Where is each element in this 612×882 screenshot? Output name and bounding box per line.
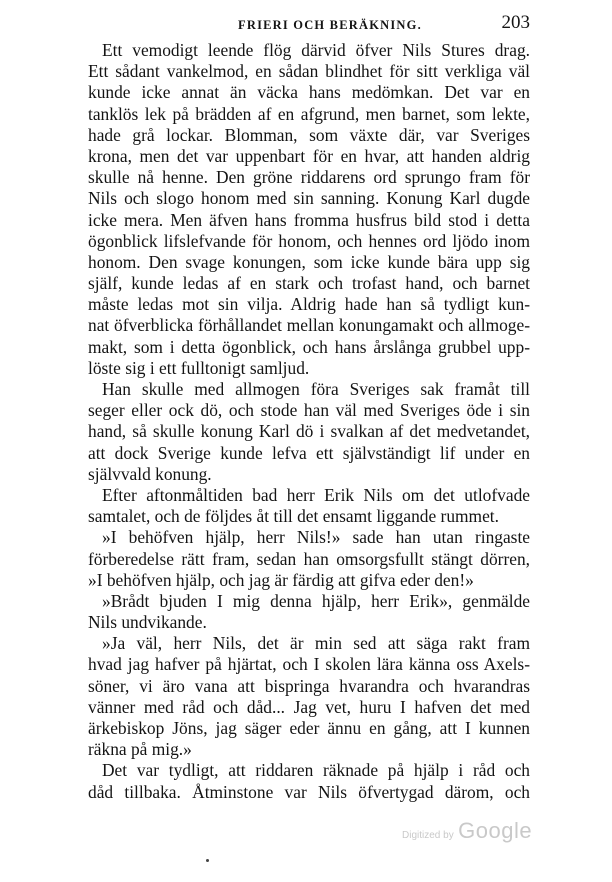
text-line: dåd tillbaka. Åtminstone var Nils öfvertygad därom, och [88, 781, 530, 802]
text-line: hand, så skulle konung Karl dö i svalkan af det medvetandet, [88, 421, 530, 442]
text-line: icke mera. Men äfven hans fromma husfrus bild stod i detta [88, 209, 530, 230]
text-line: samtalet, och de följdes åt till det ensamt liggande rummet. [88, 506, 499, 527]
digitized-by-google-watermark [402, 818, 532, 844]
text-line: Ett vemodigt leende flög därvid öfver Nils Stures drag. [102, 40, 530, 60]
page-number: 203 [501, 12, 530, 33]
text-line: vänner med råd och dåd... Jag vet, huru I hafven det med [88, 696, 530, 717]
running-title: FRIERI OCH BERÄKNING. [238, 18, 422, 32]
text-line: Ett sådant vankelmod, en sådan blindhet för sitt verkliga väl [88, 61, 530, 82]
text-line: självvald konung. [88, 463, 212, 484]
text-line: »I behöfven hjälp, och jag är färdig att gifva eder den!» [88, 569, 474, 590]
text-line: söner, vi äro vana att bispringa hvarandra och hvarandras [88, 675, 530, 696]
text-line: nat öfverblicka förhållandet mellan konungamakt och allmoge- [88, 315, 530, 336]
text-line: honom. Den svage konungen, som icke kunde bära upp sig [88, 251, 530, 272]
body-text [88, 40, 530, 803]
text-line: kunde icke annat än väcka hans medömkan. Det var en [88, 82, 530, 103]
text-line: måste ledas mot sin vilja. Aldrig hade han så tydligt kun- [88, 294, 530, 315]
text-line: löste sig i ett fulltonigt samljud. [88, 357, 310, 378]
text-line: »Ja väl, herr Nils, det är min sed att säga rakt fram [102, 633, 530, 654]
text-line: räkna på mig.» [88, 739, 192, 760]
text-line: »I behöfven hjälp, herr Nils!» sade han utan ringaste [102, 527, 530, 548]
page-header [88, 12, 530, 38]
text-line: att dock Sverige kunde lefva ett självständigt lif under en [88, 442, 530, 463]
watermark-google-text: Google [458, 818, 533, 843]
text-line: Nils undvikande. [88, 612, 207, 633]
text-line: Han skulle med allmogen föra Sveriges sak framåt till [102, 379, 530, 399]
text-line: Nils och slogo honom med sin sanning. Konung Karl dugde [88, 188, 530, 209]
text-line: seger eller ock dö, och stode han väl med Sveriges öde i sin [88, 400, 530, 421]
text-line: tanklös lek på brädden af en afgrund, men barnet, som lekte, [88, 103, 530, 124]
text-line: hade grå lockar. Blomman, som växte där, var Sveriges [88, 124, 530, 145]
text-line: ögonblick lifslefvande för honom, och hennes ord ljödo inom [88, 230, 530, 251]
text-line: ärkebiskop Jöns, jag säger eder ännu en gång, att I kunnen [88, 718, 530, 738]
text-line: krona, men det var uppenbart för en hvar, att handen aldrig [88, 145, 530, 166]
text-line: »Brådt bjuden I mig denna hjälp, herr Erik», genmälde [102, 590, 530, 611]
text-line: förberedelse rätt fram, sedan han omsorgsfullt stängt dörren, [88, 548, 530, 569]
text-line: själf, kunde ledas af en stark och trofast hand, och barnet [88, 273, 530, 294]
text-line: skulle nå henne. Den gröne riddarens ord sprungo fram för [88, 167, 530, 188]
text-line: Efter aftonmåltiden bad herr Erik Nils om det utlofvade [102, 484, 530, 505]
ink-speck [206, 859, 209, 862]
text-line: hvad jag hafver på hjärtat, och I skolen lära känna oss Axels- [88, 654, 530, 675]
text-line: Det var tydligt, att riddaren räknade på hjälp i råd och [102, 760, 530, 781]
watermark-small-text: Digitized by [402, 830, 454, 841]
text-line: makt, som i detta ögonblick, och hans årslånga grubbel upp- [88, 336, 530, 357]
